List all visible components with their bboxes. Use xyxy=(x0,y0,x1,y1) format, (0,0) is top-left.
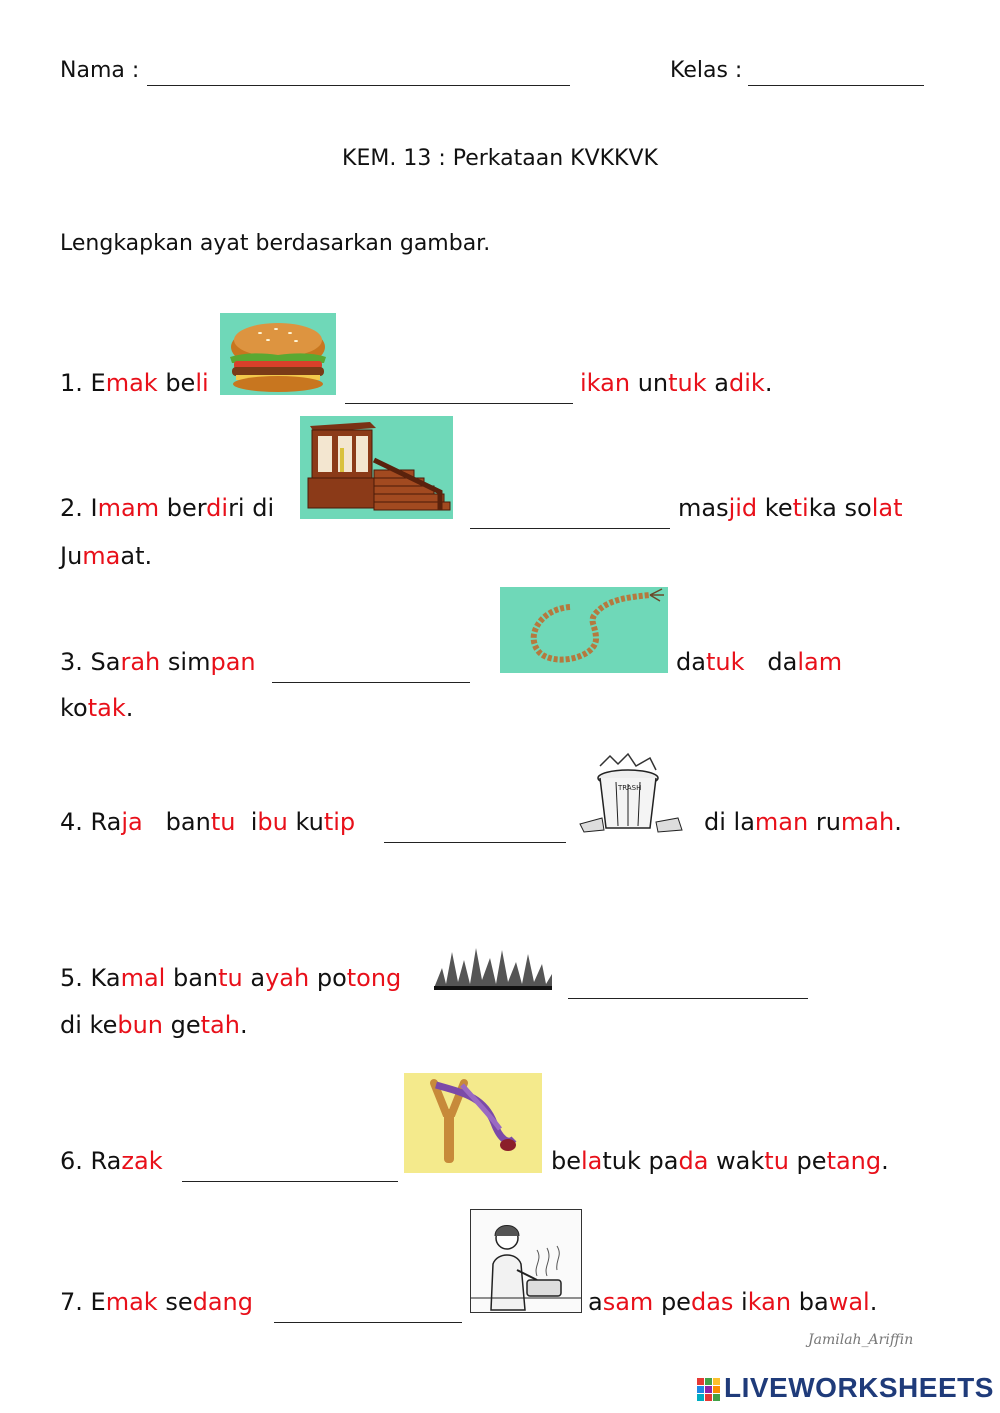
question-3-line2: kotak. xyxy=(60,694,134,722)
question-4-end: di laman rumah. xyxy=(704,808,902,836)
answer-blank-2[interactable] xyxy=(470,506,670,529)
grass-icon xyxy=(432,944,554,992)
prayer-beads-icon xyxy=(500,587,668,673)
author-signature: Jamilah_Ariffin xyxy=(808,1332,914,1348)
mimbar-image xyxy=(300,416,453,519)
slingshot-icon xyxy=(404,1073,542,1173)
question-1-start: 1. Emak beli xyxy=(60,369,209,397)
question-7-start: 7. Emak sedang xyxy=(60,1288,253,1316)
kelas-label: Kelas : xyxy=(670,58,743,83)
trash-image xyxy=(570,752,688,836)
nama-field[interactable] xyxy=(147,85,570,86)
question-2-end: masjid ketika solat xyxy=(678,494,903,522)
question-5-start: 5. Kamal bantu ayah potong xyxy=(60,964,402,992)
kelas-field[interactable] xyxy=(748,85,924,86)
question-2-start: 2. Imam berdiri di xyxy=(60,494,275,522)
answer-blank-3[interactable] xyxy=(272,660,470,683)
liveworksheets-logo-icon xyxy=(697,1378,721,1402)
liveworksheets-brand[interactable]: LIVEWORKSHEETS xyxy=(724,1372,994,1403)
svg-text:TRASH: TRASH xyxy=(618,784,642,792)
trash-can-icon xyxy=(570,752,688,836)
question-6-end: belatuk pada waktu petang. xyxy=(551,1147,889,1175)
question-3-start: 3. Sarah simpan xyxy=(60,648,256,676)
question-5-line2: di kebun getah. xyxy=(60,1011,248,1039)
question-3-end: datuk dalam xyxy=(676,648,843,676)
answer-blank-4[interactable] xyxy=(384,820,566,843)
answer-blank-1[interactable] xyxy=(345,381,573,404)
question-4-start: 4. Raja bantu ibu kutip xyxy=(60,808,356,836)
burger-image xyxy=(220,313,336,395)
answer-blank-5[interactable] xyxy=(568,976,808,999)
question-2-line2: Jumaat. xyxy=(60,542,153,570)
tasbih-image xyxy=(500,587,668,673)
cooking-image xyxy=(470,1209,582,1313)
question-7-end: asam pedas ikan bawal. xyxy=(588,1288,878,1316)
woman-cooking-icon xyxy=(471,1210,581,1312)
mimbar-icon xyxy=(300,416,453,519)
slingshot-image xyxy=(404,1073,542,1173)
answer-blank-7[interactable] xyxy=(274,1300,462,1323)
burger-icon xyxy=(220,313,336,395)
instruction: Lengkapkan ayat berdasarkan gambar. xyxy=(60,231,491,256)
grass-image xyxy=(432,944,554,992)
page-title: KEM. 13 : Perkataan KVKKVK xyxy=(342,146,658,171)
nama-label: Nama : xyxy=(60,58,140,83)
question-6-start: 6. Razak xyxy=(60,1147,163,1175)
question-1-end: ikan untuk adik. xyxy=(580,369,773,397)
answer-blank-6[interactable] xyxy=(182,1159,398,1182)
